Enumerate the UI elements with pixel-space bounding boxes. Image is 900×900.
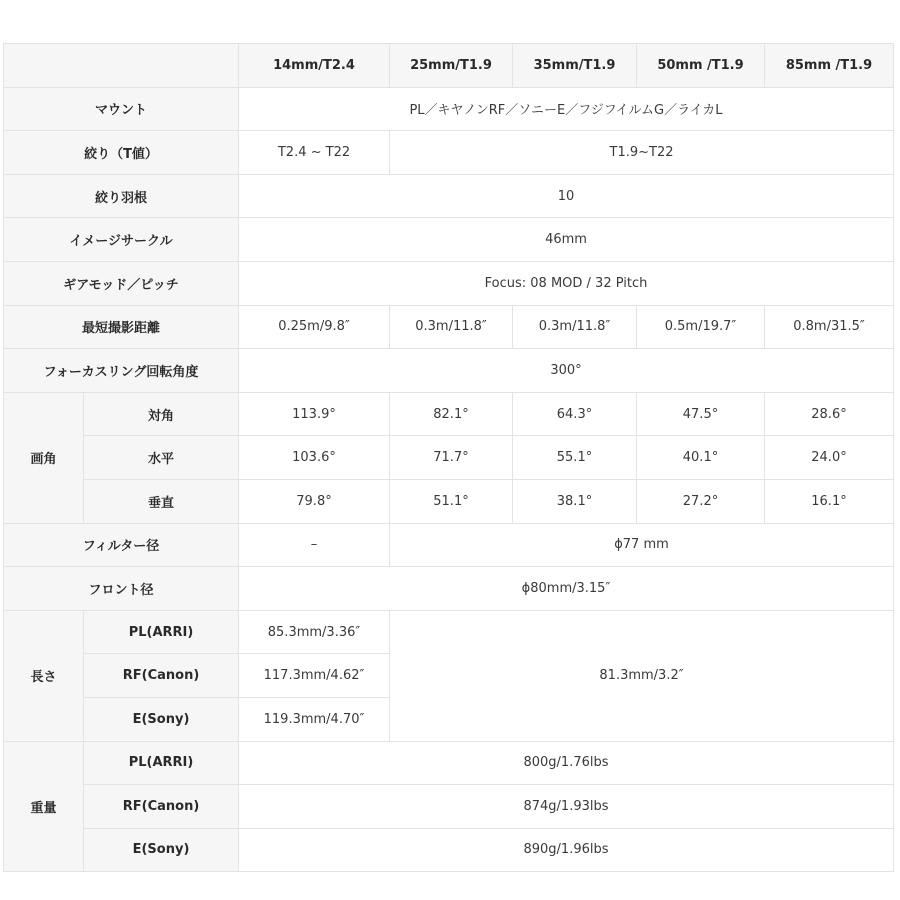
- row-mount: [4, 87, 894, 131]
- image-circle-label: イメージサークル: [4, 218, 239, 262]
- angle-vertical-35mm: 38.1°: [513, 479, 637, 523]
- angle-diagonal-14mm: 113.9°: [239, 392, 390, 436]
- angle-vertical-14mm: 79.8°: [239, 479, 390, 523]
- row-min-focus: [4, 305, 894, 349]
- aperture-14mm: T2.4 ~ T22: [239, 131, 390, 175]
- angle-vertical-85mm: 16.1°: [765, 479, 894, 523]
- angle-vertical-50mm: 27.2°: [637, 479, 765, 523]
- row-blades: [4, 174, 894, 218]
- angle-vertical-label: 垂直: [84, 479, 239, 523]
- angle-diagonal-85mm: 28.6°: [765, 392, 894, 436]
- angle-diagonal-35mm: 64.3°: [513, 392, 637, 436]
- aperture-others: T1.9~T22: [390, 131, 894, 175]
- row-front: [4, 567, 894, 611]
- row-filter: [4, 523, 894, 567]
- focus-rotation-value: 300°: [239, 349, 894, 393]
- weight-label: 重量: [4, 741, 84, 872]
- weight-pl-label: PL(ARRI): [84, 741, 239, 785]
- min-focus-85mm: 0.8m/31.5″: [765, 305, 894, 349]
- row-angle-horizontal: [4, 436, 894, 480]
- angle-label: 画角: [4, 392, 84, 523]
- angle-horizontal-label: 水平: [84, 436, 239, 480]
- row-angle-diagonal: [4, 392, 894, 436]
- min-focus-35mm: 0.3m/11.8″: [513, 305, 637, 349]
- min-focus-label: 最短撮影距離: [4, 305, 239, 349]
- angle-horizontal-85mm: 24.0°: [765, 436, 894, 480]
- length-rf-14mm: 117.3mm/4.62″: [239, 654, 390, 698]
- header-row: [4, 44, 894, 88]
- angle-diagonal-25mm: 82.1°: [390, 392, 513, 436]
- length-rf-label: RF(Canon): [84, 654, 239, 698]
- row-image-circle: [4, 218, 894, 262]
- length-label: 長さ: [4, 610, 84, 741]
- weight-e-value: 890g/1.96lbs: [239, 828, 894, 872]
- filter-label: フィルター径: [4, 523, 239, 567]
- blades-value: 10: [239, 174, 894, 218]
- angle-horizontal-35mm: 55.1°: [513, 436, 637, 480]
- header-14mm: 14mm/T2.4: [239, 44, 390, 88]
- length-pl-14mm: 85.3mm/3.36″: [239, 610, 390, 654]
- row-focus-rotation: [4, 349, 894, 393]
- row-weight-pl: [4, 741, 894, 785]
- aperture-label: 絞り（T値）: [4, 131, 239, 175]
- lens-spec-table: [3, 43, 894, 872]
- focus-rotation-label: フォーカスリング回転角度: [4, 349, 239, 393]
- row-weight-rf: [4, 785, 894, 829]
- weight-pl-value: 800g/1.76lbs: [239, 741, 894, 785]
- angle-diagonal-50mm: 47.5°: [637, 392, 765, 436]
- header-25mm: 25mm/T1.9: [390, 44, 513, 88]
- weight-e-label: E(Sony): [84, 828, 239, 872]
- weight-rf-label: RF(Canon): [84, 785, 239, 829]
- filter-others: ϕ77 mm: [390, 523, 894, 567]
- angle-horizontal-25mm: 71.7°: [390, 436, 513, 480]
- mount-label: マウント: [4, 87, 239, 131]
- min-focus-25mm: 0.3m/11.8″: [390, 305, 513, 349]
- row-length-pl: [4, 610, 894, 654]
- angle-vertical-25mm: 51.1°: [390, 479, 513, 523]
- blades-label: 絞り羽根: [4, 174, 239, 218]
- front-label: フロント径: [4, 567, 239, 611]
- length-e-label: E(Sony): [84, 697, 239, 741]
- length-e-14mm: 119.3mm/4.70″: [239, 697, 390, 741]
- mount-value: PL／キヤノンRF／ソニーE／フジフイルムG／ライカL: [239, 87, 894, 131]
- gear-label: ギアモッド／ピッチ: [4, 261, 239, 305]
- min-focus-14mm: 0.25m/9.8″: [239, 305, 390, 349]
- header-35mm: 35mm/T1.9: [513, 44, 637, 88]
- length-others: 81.3mm/3.2″: [390, 610, 894, 741]
- header-85mm: 85mm /T1.9: [765, 44, 894, 88]
- angle-diagonal-label: 対角: [84, 392, 239, 436]
- header-corner: [4, 44, 239, 88]
- row-gear: [4, 261, 894, 305]
- angle-horizontal-50mm: 40.1°: [637, 436, 765, 480]
- front-value: ϕ80mm/3.15″: [239, 567, 894, 611]
- angle-horizontal-14mm: 103.6°: [239, 436, 390, 480]
- row-angle-vertical: [4, 479, 894, 523]
- row-aperture: [4, 131, 894, 175]
- gear-value: Focus: 08 MOD / 32 Pitch: [239, 261, 894, 305]
- length-pl-label: PL(ARRI): [84, 610, 239, 654]
- weight-rf-value: 874g/1.93lbs: [239, 785, 894, 829]
- min-focus-50mm: 0.5m/19.7″: [637, 305, 765, 349]
- header-50mm: 50mm /T1.9: [637, 44, 765, 88]
- image-circle-value: 46mm: [239, 218, 894, 262]
- row-weight-e: [4, 828, 894, 872]
- filter-14mm: –: [239, 523, 390, 567]
